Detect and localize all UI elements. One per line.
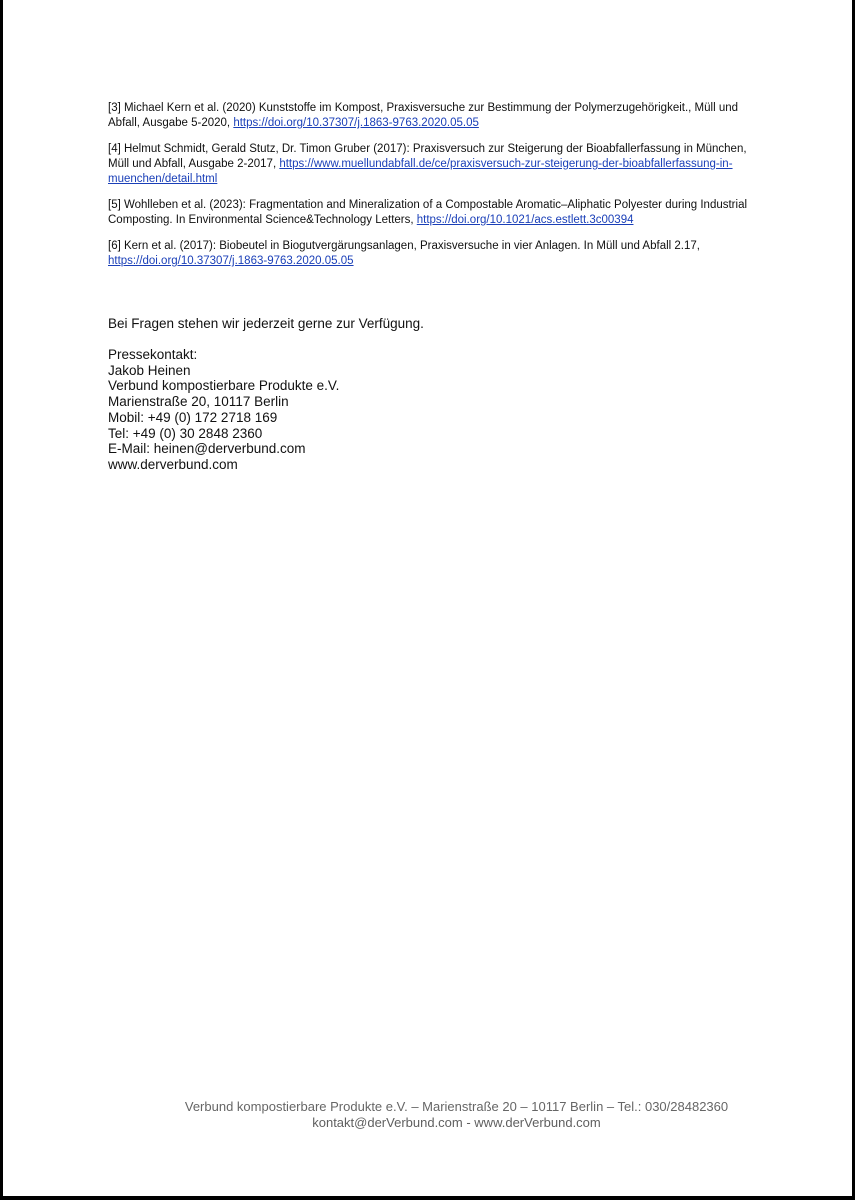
reference-link-3[interactable]: https://doi.org/10.37307/j.1863-9763.2020.05.05 — [233, 117, 479, 129]
reference-text-4: [4] Helmut Schmidt, Gerald Stutz, Dr. Timon Gruber (2017): Praxisversuch zur Steigerung der Bioabfallerfassung in München, Müll und Abfall, Ausgabe 2-2017, — [108, 143, 747, 170]
references-list — [108, 101, 768, 280]
reference-link-5[interactable]: https://doi.org/10.1021/acs.estlett.3c00394 — [416, 214, 634, 226]
contact-mobile: Mobil: +49 (0) 172 2718 169 — [108, 409, 278, 425]
contact-phone: Tel: +49 (0) 30 2848 2360 — [108, 425, 263, 441]
page-footer — [3, 1099, 855, 1131]
contact-name: Jakob Heinen — [108, 362, 191, 378]
reference-item-3 — [108, 101, 768, 131]
contact-website: www.derverbund.com — [108, 456, 238, 472]
reference-item-4 — [108, 142, 768, 187]
reference-text-6: [6] Kern et al. (2017): Biobeutel in Biogutvergärungsanlagen, Praxisversuche in vier Anlagen. In Müll und Abfall 2.17, — [108, 240, 700, 252]
contact-address: Marienstraße 20, 10117 Berlin — [108, 394, 289, 410]
press-contact-heading: Pressekontakt: — [108, 347, 198, 362]
reference-link-6[interactable]: https://doi.org/10.37307/j.1863-9763.2020.05.05 — [108, 255, 354, 267]
footer-address-line: Verbund kompostierbare Produkte e.V. – Marienstraße 20 – 10117 Berlin – Tel.: 030/28482360 — [184, 1099, 729, 1114]
press-contact-block — [108, 347, 768, 473]
contact-intro-text: Bei Fragen stehen wir jederzeit gerne zur Verfügung. — [108, 316, 424, 331]
reference-item-5 — [108, 198, 768, 228]
footer-contact-line: kontakt@derVerbund.com - www.derVerbund.com — [312, 1115, 601, 1130]
reference-item-6 — [108, 239, 768, 269]
reference-text-5: [5] Wohlleben et al. (2023): Fragmentation and Mineralization of a Compostable Aromatic–Aliphatic Polyester during Industrial Composting. In Environmental Science&Technology Letters, — [108, 199, 748, 226]
contact-organization: Verbund kompostierbare Produkte e.V. — [108, 378, 340, 394]
contact-email: E-Mail: heinen@derverbund.com — [108, 441, 306, 457]
reference-link-4[interactable]: https://www.muellundabfall.de/ce/praxisversuch-zur-steigerung-der-bioabfallerfassung-in-muenchen/detail.html — [108, 158, 733, 185]
reference-text-3: [3] Michael Kern et al. (2020) Kunststoffe im Kompost, Praxisversuche zur Bestimmung der Polymerzugehörigkeit., Müll und Abfall, Ausgabe 5-2020, — [108, 102, 739, 129]
